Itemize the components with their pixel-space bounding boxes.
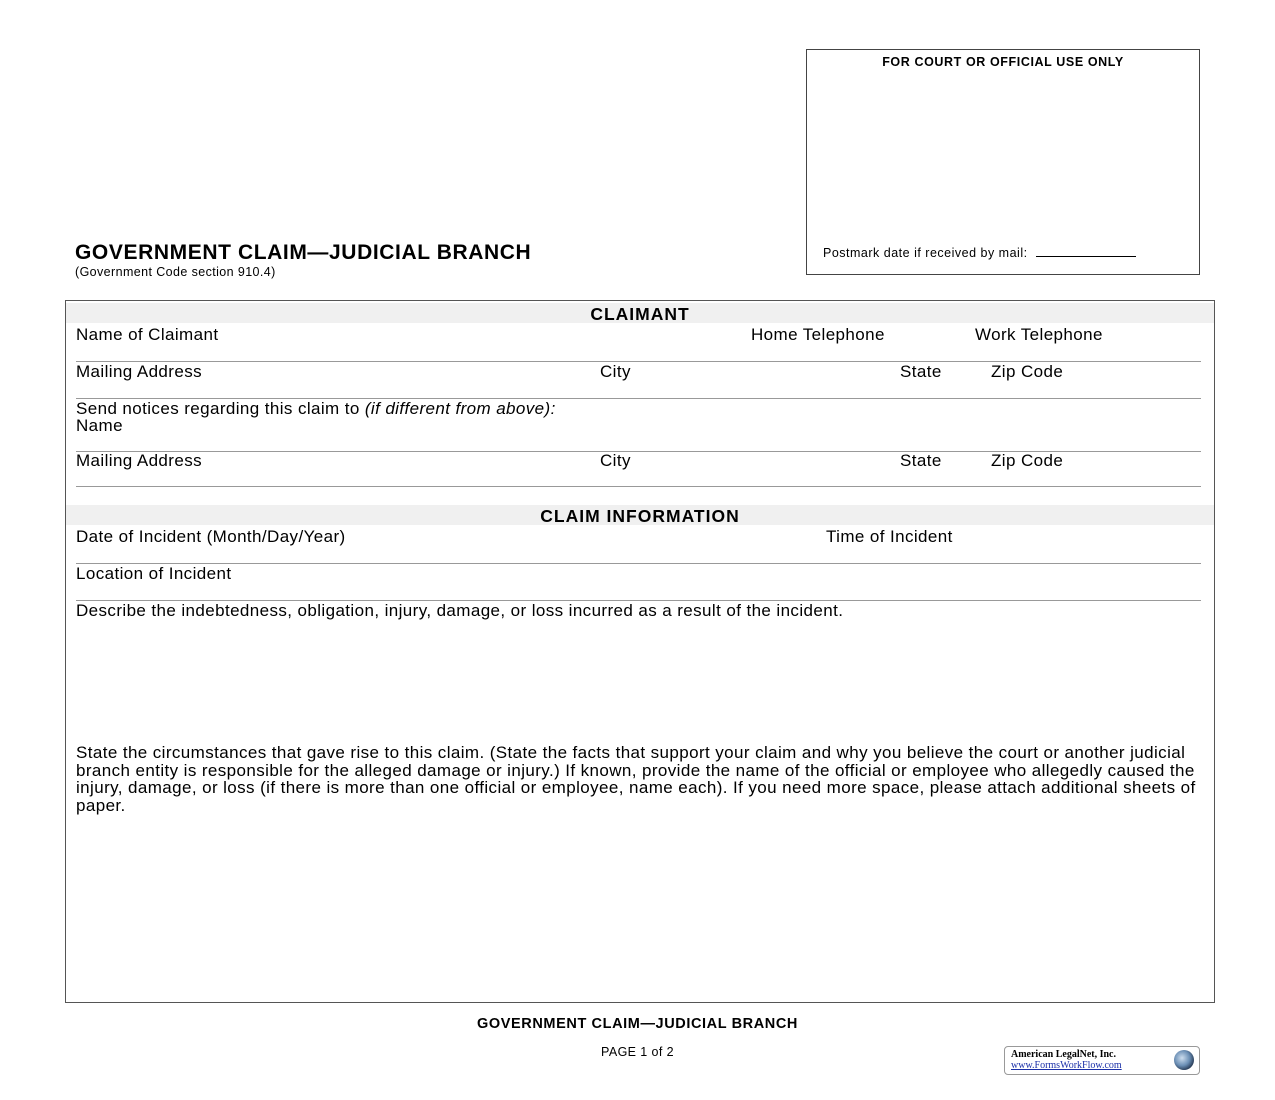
logo-company: American LegalNet, Inc. xyxy=(1011,1049,1116,1060)
mailing-address-field[interactable]: Mailing Address xyxy=(76,362,203,381)
name-of-claimant-field[interactable]: Name of Claimant xyxy=(76,325,219,344)
date-of-incident-field[interactable]: Date of Incident (Month/Day/Year) xyxy=(76,527,346,546)
divider xyxy=(76,486,1201,487)
state-field[interactable]: State xyxy=(900,362,942,381)
official-use-box xyxy=(806,49,1200,275)
city-field[interactable]: City xyxy=(600,362,631,381)
globe-icon xyxy=(1174,1050,1194,1070)
circumstances-field[interactable]: State the circumstances that gave rise to this claim. (State the facts that support your claim and why you believe the court or another judicial branch entity is responsible for the alleged damage or injury.) If known, provide the name of the official or employee who allegedly caused the injury, damage, or loss (if there is more than one official or employee, name each). If you need more space, please attach additional sheets of paper. xyxy=(76,743,1196,815)
postmark-label: Postmark date if received by mail: xyxy=(823,246,1028,260)
notice-city-field[interactable]: City xyxy=(600,451,631,470)
describe-loss-field[interactable]: Describe the indebtedness, obligation, injury, damage, or loss incurred as a result of the incident. xyxy=(76,601,844,620)
footer-title: GOVERNMENT CLAIM—JUDICIAL BRANCH xyxy=(476,1016,799,1032)
page-title: GOVERNMENT CLAIM—JUDICIAL BRANCH xyxy=(75,241,532,264)
official-use-heading: FOR COURT OR OFFICIAL USE ONLY xyxy=(882,55,1124,69)
page-subtitle: (Government Code section 910.4) xyxy=(75,265,276,279)
notice-mailing-address-field[interactable]: Mailing Address xyxy=(76,451,203,470)
send-notices-italic: (if different from above): xyxy=(364,399,556,418)
time-of-incident-field[interactable]: Time of Incident xyxy=(826,527,953,546)
zip-code-field[interactable]: Zip Code xyxy=(991,362,1064,381)
section-claim-information-heading: CLAIM INFORMATION xyxy=(66,505,1214,525)
notice-zip-code-field[interactable]: Zip Code xyxy=(991,451,1064,470)
send-notices-label xyxy=(76,399,556,419)
american-legalnet-logo[interactable] xyxy=(1004,1046,1200,1075)
postmark-field[interactable] xyxy=(823,246,1136,260)
postmark-line xyxy=(1036,246,1136,257)
home-telephone-field[interactable]: Home Telephone xyxy=(751,325,885,344)
page-number: PAGE 1 of 2 xyxy=(601,1045,674,1059)
location-of-incident-field[interactable]: Location of Incident xyxy=(76,564,232,583)
notice-state-field[interactable]: State xyxy=(900,451,942,470)
section-claimant-heading: CLAIMANT xyxy=(66,303,1214,323)
send-notices-text: Send notices regarding this claim to xyxy=(76,399,365,418)
work-telephone-field[interactable]: Work Telephone xyxy=(975,325,1103,344)
logo-url-link[interactable]: www.FormsWorkFlow.com xyxy=(1011,1060,1122,1071)
notice-name-field[interactable]: Name xyxy=(76,416,123,435)
claim-form xyxy=(65,300,1215,1003)
divider xyxy=(76,563,1201,564)
